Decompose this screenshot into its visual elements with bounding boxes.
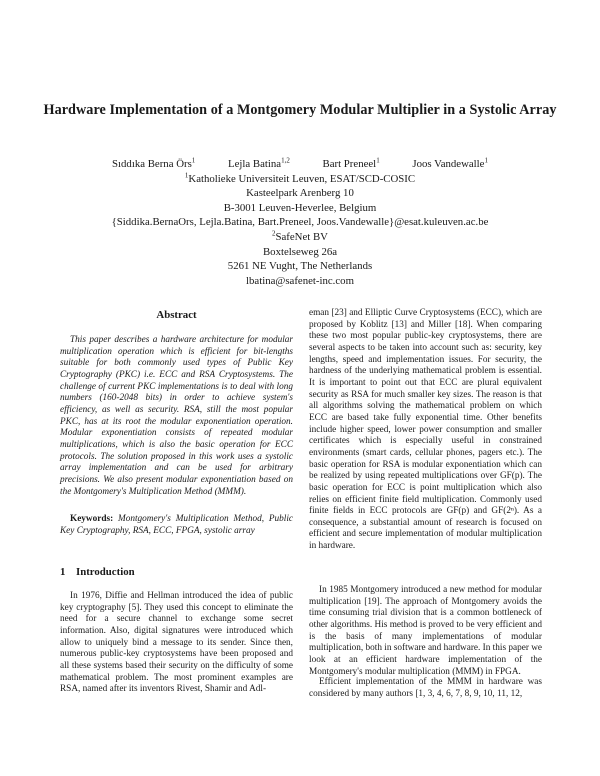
affiliation-2-email: lbatina@safenet-inc.com [246,274,354,287]
intro-paragraph-2: In 1985 Montgomery introduced a new method for modular multiplication [19]. The approach of Montgomery avoids the time consuming trial division that is a common bottleneck of other algorithms. His method is proved to be very efficient and is the basis of many implementations of modular multiplication, both in software and hardware. In this paper we look at an efficient hardware implementation of the Montgomery's modular multiplication (MMM) in FPGA. [309,585,542,677]
author: Bart Preneel$^1$ [322,156,380,170]
paper-title: Hardware Implementation of a Montgomery Modular Multiplier in a Systolic Array [43,102,557,118]
affiliation-1-emails: {Siddika.BernaOrs, Lejla.Batina, Bart.Preneel, Joos.Vandewalle}@esat.kuleuven.ac.be [111,216,489,229]
keywords: Keywords: Montgomery's Multiplication Method, Public Key Cryptography, RSA, ECC, FPGA, systolic array [60,514,294,536]
intro-paragraph-1-right: eman [23] and Elliptic Curve Cryptosystems (ECC), which are proposed by Koblitz [13] and Miller [18]. When comparing these two most popular public-key cryptosystems, there are several aspects to be taken into account such as: security, key lengths, speed and implementation issues. For security, the hardness of the underlying mathematical problem is essential. It is important to point out that ECC are plural equivalent security as RSA for much smaller key sizes. The reason is that all algorithms solving the mathematical problem on which ECC are based take fully exponential time. Other benefits include higher speed, lower power consumption and smaller certificates which is especially useful in constrained environments (smart cards, cellular phones, pagers etc.). The basic operation for RSA is modular exponentiation which can be realized by using repeated multiplications over GF(p). The basic operation for ECC is point multiplication which also relies on efficient finite field multiplication. Commonly used finite fields in ECC protocols are GF(p) and GF(2ⁿ). As a consequence, a substantial amount of research is focused on efficient and secure implementation of modular multiplication in hardware. [309,308,542,552]
author: Joos Vandewalle$^1$ [412,156,488,170]
affiliation-1-name: $^1$Katholieke Universiteit Leuven, ESAT/SCD-COSIC [184,171,416,185]
affiliation-1-street: Kasteelpark Arenberg 10 [246,187,354,200]
intro-paragraph-1-left: In 1976, Diffie and Hellman introduced the idea of public key cryptography [5]. They used this concept to eliminate the need for a secure channel to exchange some secret information. Also, digital signatures were introduced which allow to uniquely bind a message to its sender. Since then, numerous public-key cryptosystems have been proposed and all these systems based their security on the difficulty of some mathematical problem. The most prominent examples are RSA, named after its inventors Rivest, Shamir and Adl- [60,591,293,695]
affiliation-2-street: Boxtelseweg 26a [262,245,338,258]
section-heading-introduction: 1 Introduction [60,566,135,578]
author: Sıddıka Berna Örs$^1$ [112,156,196,170]
affiliation-2-city: 5261 NE Vught, The Netherlands [227,260,373,273]
affiliation-2-name: $^2$SafeNet BV [272,229,328,243]
abstract-text: This paper describes a hardware architecture for modular multiplication operation which is efficient for bit-lengths suitable for both commonly used types of Public Key Cryptography (PKC) i.e. ECC and RSA Cryptosystems. The challenge of current PKC implementations is to deal with long numbers (160-2048 bits) in order to achieve system's efficiency, as well as security. RSA, still the most popular PKC, has at its root the modular exponentiation operation. Modular exponentiation consists of repeated modular multiplications, which is also the basic operation for ECC protocols. The solution proposed in this work uses a systolic array implementation and can be used for arbitrary precisions. We also present modular exponentiation based on the Montgomery's Multiplication Method (MMM). [60,335,293,497]
author: Lejla Batina$^{1,2}$ [228,156,290,170]
author-block [40,157,560,288]
affiliation-1-city: B-3001 Leuven-Heverlee, Belgium [223,201,377,214]
abstract-heading: Abstract [156,309,197,321]
author-names [40,157,560,172]
intro-paragraph-3: Efficient implementation of the MMM in hardware was considered by many authors [1, 3, 4, 6, 7, 8, 9, 10, 11, 12, [309,677,542,699]
